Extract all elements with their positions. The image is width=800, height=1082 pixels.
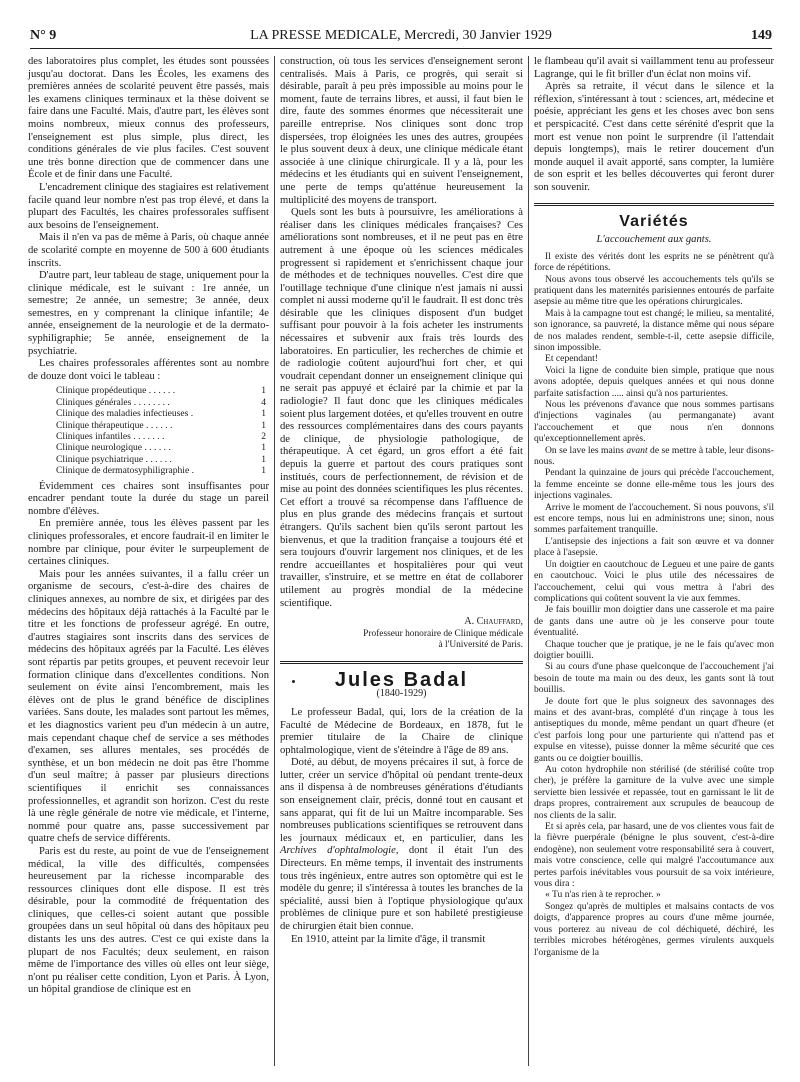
paragraph: Au coton hydrophile non stérilisé (de stérilisé coûte trop cher), je préfère la garniture de la vulve avec une simple serviette bien lessivée et repassée, tout en garnissant le lit de draps propres, contrairement aux scrupules de beaucoup de nos clients de la salir. — [534, 764, 774, 821]
emphasis: avant — [626, 444, 648, 456]
section-subtitle: L'accouchement aux gants. — [596, 234, 712, 246]
obituary-section — [280, 661, 523, 946]
table-cell-label: Clinique neurologique . . . . . . — [56, 442, 171, 454]
author-affiliation: à l'Université de Paris. — [438, 639, 523, 650]
journal-title-italic: Archives d'ophtalmologie — [280, 845, 396, 857]
paragraph: Si au cours d'une phase quelconque de l'accouchement j'ai besoin de toute ma main ou des deux, les gants sont là tout bouillis. — [534, 661, 774, 696]
text-run: de se mettre à table, leur disons-nous. — [534, 444, 774, 468]
issue-number: N° 9 — [30, 28, 57, 43]
paragraph: Voici la ligne de conduite bien simple, pratique que nous avons adoptée, depuis quelques années et qui nous donne parfaite satisfaction ..... ainsi qu'à nos parturientes. — [534, 364, 774, 399]
table-cell-count: 4 — [261, 396, 266, 408]
paragraph: D'autre part, leur tableau de stage, uniquement pour la clinique médicale, est le suivant : 1re année, un semestre; 2e année, un semestre; 3e année, deux semestres, en y comprenant la clinique infantile; 4e année, enseignement de la neurologie et de la dermato-syphiligraphie; 5e année, enseignement de la psychiatrie. — [28, 270, 269, 357]
table-row — [56, 408, 266, 419]
paragraph: le flambeau qu'il avait si vaillamment tenu au professeur Lagrange, qui le fit briller d'un éclat non moins vif. — [534, 56, 774, 80]
table-cell-label: Clinique psychiatrique . . . . . . — [56, 453, 172, 465]
table-cell-label: Clinique de dermatosyphiligraphie . — [56, 465, 195, 477]
paragraph: Arrive le moment de l'accouchement. Si nous pouvons, s'il est encore temps, nous lui en administrons une; sinon, nous sommes parfaitement tranquille. — [534, 501, 774, 536]
paragraph: des laboratoires plus complet, les études sont poussées jusqu'au doctorat. Dans les Écoles, les examens des premières années de scolarité peuvent être passés, mais les examens cliniques terminaux et la thèse doivent se faire dans une Faculté. Mais, d'autre part, les élèves sont moins nombreux, mieux connus des professeurs, l'enseignement est plus simple, plus direct, les conditions générales de vie plus faciles. C'est souvent une très bonne direction que de commencer dans une École et de finir dans une Faculté. — [28, 56, 269, 181]
table-row — [56, 420, 266, 431]
column-1 — [28, 56, 269, 997]
clinics-table — [56, 385, 266, 476]
section-title: Variétés — [619, 212, 689, 230]
paragraph: Mais à la campagne tout est changé; le milieu, sa mentalité, son ignorance, sa pauvreté, la distance même qui nous sépare de nos malades rendent, semble-t-il, cette asepsie difficile, sinon impossible. — [534, 307, 774, 353]
paragraph: « Tu n'as rien à te reprocher. » — [545, 889, 661, 901]
paragraph: Je fais bouillir mon doigtier dans une casserole et ma paire de gants dans une autre où je les conserve pour toute éventualité. — [534, 604, 774, 639]
paragraph: Nous avons tous observé les accouchements tels qu'ils se pratiquent dans les maternités parisiennes entourés de parfaite asepsie au même titre que les opérations chirurgicales. — [534, 273, 774, 308]
paragraph: Et si après cela, par hasard, une de vos clientes vous fait de la fièvre puerpérale (bénigne le plus souvent, c'est-à-dire endogène), non seulement votre responsabilité sera à couvert, mais votre conscience, celle qui malgré l'accoutumance aux pertes parfois inévitables vous poursuit de sa voix intérieure, vous dira : — [534, 821, 774, 890]
paragraph: Mais pour les années suivantes, il a fallu créer un organisme de secours, c'est-à-dire des chaires de cliniques annexes, au nombre de six, et dirigées par des médecins des hôpitaux déjà rattachés à la Faculté par le titre et les fonctions de professeur agrégé. En outre, d'autres stagiaires sont inscrits dans des services de médecins des hôpitaux agréés par la Faculté. Les élèves sont répartis par petits groupes, et peuvent recevoir leur formation clinique dans d'excellentes conditions. Non seulement on évite ainsi l'encombrement, mais les élèves ont de plus le grand bénéfice de disciplines variées. Sans doute, les malades sont partout les mêmes, et les diagnostics varient peu d'un médecin à un autre, mais cependant chaque chef de service a ses méthodes d'examen, ses allures mentales, ses procédés de synthèse, et un bon médecin ne doit pas être l'homme d'un seul maître; à passer par plusieurs directions scientifiques il enrichit ses connaissances professionnelles, et agrandit son horizon. C'est du reste là une règle générale de notre vie médicale, et l'interne, nommé pour quatre ans, passe successivement par quatre chefs de service différents. — [28, 568, 269, 845]
paragraph: L'encadrement clinique des stagiaires est relativement facile quand leur nombre n'est pas trop élevé, et dans la plupart des Facultés, les chaires professorales suffisent aux besoins de l'enseignement. — [28, 181, 269, 231]
paragraph: Après sa retraite, il vécut dans le silence et la réflexion, s'intéressant à tout : sciences, art, médecine et poésie, appréciant les gens et les choses avec bon sens et perspicacité. C'est dans cette sérénité d'esprit que la mort est venue non point le surprendre (il l'attendait depuis longtemps), mais le retirer doucement d'un monde auquel il avait apporté, sans compter, la lumière de son esprit et les belles découvertes qui feront durer son souvenir. — [534, 81, 774, 193]
paragraph: En 1910, atteint par la limite d'âge, il transmit — [291, 933, 486, 945]
paragraph — [534, 445, 774, 468]
journal-title — [30, 28, 772, 44]
paragraph: Quels sont les buts à poursuivre, les améliorations à réaliser dans les cliniques médicales françaises? Ces améliorations sont nombreuses, et il ne peut pas en être autrement à une époque où les sciences médicales progressent si rapidement et s'enrichissent chaque jour de méthodes et de techniques nouvelles. C'est dire que l'outillage technique d'une clinique n'est jamais ni aussi complet ni aussi moderne qu'il le faudrait. Il est donc très désirable que les cliniques disposent d'un budget suffisant pour pouvoir à la fois acheter les instruments nécessaires et subvenir aux frais très lourds des laboratoires. En particulier, les recherches de chimie et de radiologie coûtent aujourd'hui fort cher, et qui voudrait cependant donner un enseignement clinique qui ne serait pas appuyé et éclairé par la chimie et par la radiologie? Il faut donc que les cliniques médicales soient plus largement dotées, et qu'elles trouvent en outre des ressources complémentaires dans des cours payants de clinique, de physiologie pathologique, de thérapeutique. À cet égard, un gros effort a été fait depuis la guerre et partout des cours pratiques sont institués, cours de perfectionnement, de révision et de mise au point des données scientifiques les plus récentes. Cet effort a trouvé sa récompense dans l'affluence de plus en plus grande des médecins français et surtout étrangers. Qu'ils sachent bien qu'ils seront partout les bienvenus, et que la tradition française a toujours été et sera toujours d'ouvrir largement nos cliniques, et de les rendre accueillantes et hospitalières pour qui veut travailler, s'instruire, et se mettre en état de collaborer utilement au progrès mondial de la médecine scientifique. — [280, 207, 523, 609]
obituary-dates: (1840-1929) — [376, 688, 427, 700]
paragraph: Le professeur Badal, qui, lors de la création de la Faculté de Médecine de Bordeaux, en 1878, fut le premier titulaire de la Chaire de clinique ophtalmologique, vient de s'éteindre à l'âge de 89 ans. — [280, 706, 523, 756]
table-cell-label: Clinique propédeutique . . . . . . — [56, 385, 176, 397]
text-run: Doté, au début, de moyens précaires il sut, à force de lutter, créer un service d'hôpital où pendant trente-deux ans il dispensa à de nombreuses générations d'étudiants son enseignement clair, précis, donné tout en causant et sans apparat, qui fit de lui un Maître incomparable. Ses nombreuses publications scientifiques se retrouvent dans les journaux médicaux et, en particulier, dans les — [280, 757, 523, 844]
paragraph: Et cependant! — [545, 353, 599, 365]
table-cell-label: Cliniques générales . . . . . . . . — [56, 396, 170, 408]
table-row — [56, 454, 266, 465]
paragraph: Je doute fort que le plus soigneux des savonnages des mains et des avant-bras, complété d'un rinçage à tous les antiseptiques du monde, même pendant un quart d'heure (et c'est parfois long pour une parturiente qui n'attend pas et expulse en vitesse), puisse donner la même sécurité que ces gants ou ce doigtier bouillis. — [534, 695, 774, 764]
paragraph: Paris est du reste, au point de vue de l'enseignement médical, la ville des difficultés, compensées heureusement par la richesse incomparable des ressources cliniques dont elle dispose. Il est très désirable, pour la commodité de fréquentation des cliniques, que celles-ci soient autant que possible groupées dans un seul hôpital où dans des hôpitaux peu distants les uns des autres. C'est ce qui existe dans la plupart de nos Facultés; deux seulement, en raison même de l'importance des villes où elles ont leur siège, n'ont pu réaliser cette condition, Lyon et Paris. À Lyon, un hôpital grandiose de clinique est en — [28, 845, 269, 996]
varietes-body — [534, 251, 774, 958]
table-cell-count: 1 — [261, 408, 266, 420]
table-row — [56, 385, 266, 396]
varietes-section — [534, 203, 774, 958]
text-run: On se lave les mains — [545, 444, 624, 456]
table-row — [56, 465, 266, 476]
paragraph — [280, 757, 523, 933]
column-rule-2 — [528, 56, 529, 1066]
issue-date: Mercredi, 30 Janvier 1929 — [404, 28, 552, 43]
paragraph: Les chaires professorales afférentes sont au nombre de douze dont voici le tableau : — [28, 358, 269, 382]
page-header — [30, 28, 772, 49]
column-3 — [534, 56, 774, 958]
paragraph: L'antisepsie des injections a fait son œuvre et va donner place à l'asepsie. — [534, 535, 774, 559]
table-cell-count: 1 — [261, 442, 266, 454]
paragraph: Songez qu'après de multiples et malsains contacts de vos doigts, d'apparence propres au cours d'une même journée, vous porterez au niveau de col déchiqueté, déchiré, les terribles microbes hétérogènes, germes virulents auxquels l'organisme de la — [534, 900, 774, 958]
text-run: , dont il était l'un des Directeurs. En même temps, il inventait des instruments tous très ingénieux, entre autres son optomètre qui est le modèle du genre; il s'intéressa à toutes les branches de la spécialité, aussi bien à l'optique physiologique qu'aux problèmes de clinique pure et son habileté prestigieuse de chirurgien était bien connue. — [280, 845, 523, 932]
column-2 — [280, 56, 523, 946]
paragraph: Il existe des vérités dont les esprits ne se pénètrent qu'à force de répétitions. — [534, 250, 774, 274]
paragraph: Nous les prévenons d'avance que nous sommes partisans d'injections vaginales (au permanganate) avant l'accouchement et que nous n'en donnons qu'exceptionnellement après. — [534, 399, 774, 445]
table-cell-count: 1 — [261, 465, 266, 477]
table-row — [56, 431, 266, 442]
paragraph: construction, où tous les services d'enseignement seront centralisés. Mais à Paris, ce progrès, qui serait si désirable, paraît à peu près impossible au moins pour le moment, faute de terrains libres, et aussi, il faut bien le dire, faute des sommes énormes que nécessiterait une pareille entreprise. Nos cliniques sont donc trop dispersées, trop éloignées les unes des autres, groupées le plus souvent deux à deux, une clinique médicale étant associée à une clinique chirurgicale. Il y a là, pour les médecins et les étudiants qui en suivent l'enseignement, une perte de temps qu'atténue heureusement la multiplicité des moyens de transport. — [280, 56, 523, 206]
paragraph: Évidemment ces chaires sont insuffisantes pour encadrer pendant toute la durée du stage un pareil nombre d'élèves. — [28, 480, 269, 517]
paragraph: Un doigtier en caoutchouc de Legueu et une paire de gants en caoutchouc. Voici le plus utile des nécessaires de l'accouchement, celui qui vous mettra à l'abri des complications qui coûtent souvent la vie aux femmes. — [534, 558, 774, 604]
author-title: Professeur honoraire de Clinique médicale — [363, 628, 523, 639]
page-number: 149 — [751, 28, 772, 43]
paragraph: Chaque toucher que je pratique, je ne le fais qu'avec mon doigtier bouilli. — [534, 638, 774, 661]
table-row — [56, 397, 266, 408]
table-cell-count: 1 — [261, 453, 266, 465]
paragraph: En première année, tous les élèves passent par les cliniques professorales, et encore faudrait-il en limiter le nombre par clinique, pour éviter le surpeuplement de certaines cliniques. — [28, 518, 269, 568]
author-name: A. Chauffard, — [464, 616, 523, 628]
table-cell-count: 2 — [261, 431, 266, 443]
author-signature — [280, 616, 523, 629]
table-cell-count: 1 — [261, 419, 266, 431]
paragraph: Pendant la quinzaine de jours qui précède l'accouchement, la femme enceinte se donne elle-même tous les jours des injections vaginales. — [534, 467, 774, 502]
paragraph: Mais il n'en va pas de même à Paris, où chaque année de scolarité compte en moyenne de 500 à 600 étudiants inscrits. — [28, 232, 269, 269]
obituary-title: Jules Badal — [334, 668, 469, 691]
table-cell-label: Cliniques infantiles . . . . . . . — [56, 431, 165, 443]
table-cell-count: 1 — [261, 385, 266, 397]
table-cell-label: Clinique thérapeutique . . . . . . — [56, 419, 173, 431]
table-cell-label: Clinique des maladies infectieuses . — [56, 408, 194, 420]
column-rule-1 — [274, 56, 275, 1066]
table-row — [56, 442, 266, 453]
print-mark — [292, 680, 295, 683]
journal-name: LA PRESSE MEDICALE, — [250, 28, 401, 43]
